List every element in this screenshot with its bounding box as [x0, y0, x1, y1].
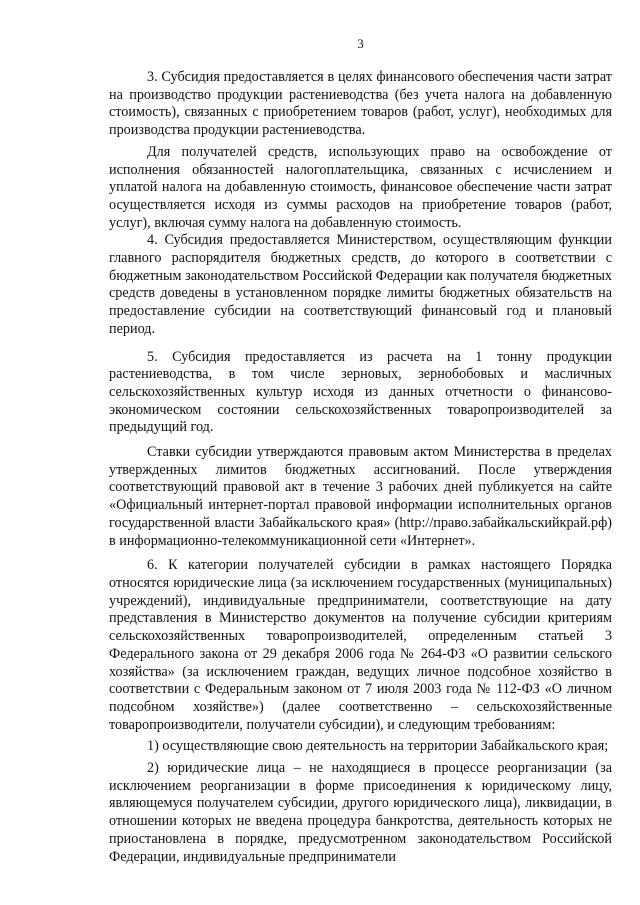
paragraph-3: 3. Субсидия предоставляется в целях финансового обеспечения части затрат на производство продукции растениеводства (без учета налога на добавленную стоимость), связанных с приобретением товаров (работ, услуг), необходимых для производства продукции растениеводства. [109, 69, 612, 139]
paragraph-6: 6. К категории получателей субсидии в рамках настоящего Порядка относятся юридические лица (за исключением государственных (муниципальных) учреждений), индивидуальные предприниматели, соответствующие на дату представления в Министерство документов на получение субсидии критериям сельскохозяйственных товаропроизводителей, определенным статьей 3 Федерального закона от 29 декабря 2006 года № 264-ФЗ «О развитии сельского хозяйства» (за исключением граждан, ведущих личное подсобное хозяйство в соответствии с Федеральным законом от 7 июля 2003 года № 112-ФЗ «О личном подсобном хозяйстве») (далее соответственно – сельскохозяйственные товаропроизводители, получатели субсидии), и следующим требованиям: [109, 557, 612, 733]
paragraph-4: 4. Субсидия предоставляется Министерством, осуществляющим функции главного распорядителя бюджетных средств, до которого в соответствии с бюджетным законодательством Российской Федерации как получателя бюджетных средств доведены в установленном порядке лимиты бюджетных обязательств на предоставление субсидии на соответствующий финансовый год и плановый период. [109, 232, 612, 337]
page-number: 3 [357, 36, 364, 51]
requirement-1: 1) осуществляющие свою деятельность на территории Забайкальского края; [147, 738, 609, 755]
paragraph-vat-exemption: Для получателей средств, использующих право на освобождение от исполнения обязанностей налогоплательщика, связанных с исчислением и уплатой налога на добавленную стоимость, финансовое обеспечение части затрат осуществляется исходя из суммы расходов на приобретение товаров (работ, услуг), включая сумму налога на добавленную стоимость. [109, 143, 612, 231]
paragraph-5: 5. Субсидия предоставляется из расчета на 1 тонну продукции растениеводства, в том числе зерновых, зернобобовых и масличных сельскохозяйственных культур исходя из данных отчетности о финансово-экономическом состоянии сельскохозяйственных товаропроизводителей за предыдущий год. [109, 348, 612, 436]
paragraph-rates: Ставки субсидии утверждаются правовым актом Министерства в пределах утвержденных лимитов бюджетных ассигнований. После утверждения соответствующий правовой акт в течение 3 рабочих дней публикуется на сайте «Официальный интернет-портал правовой информации исполнительных органов государственной власти Забайкальского края» (http://право.забайкальскийкрай.рф) в информационно-телекоммуникационной сети «Интернет». [109, 444, 612, 549]
requirement-2: 2) юридические лица – не находящиеся в процессе реорганизации (за исключением реорганизации в форме присоединения к юридическому лицу, являющемуся получателем субсидии, другого юридического лица), ликвидации, в отношении которых не введена процедура банкротства, деятельность которых не приостановлена в порядке, предусмотренном законодательством Российской Федерации, индивидуальные предприниматели [109, 760, 612, 865]
